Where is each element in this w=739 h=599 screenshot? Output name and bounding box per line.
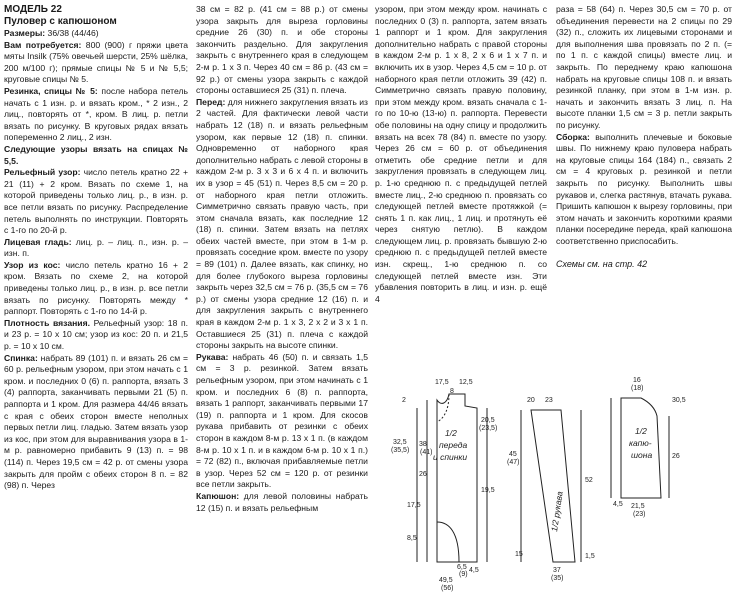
hood-finish-paragraph: раза = 58 (64) п. Через 30,5 см = 70 р. от объединения перевести на 2 спицы по 29 (32) п., сложить их лицевыми сторонами и для выполнения шва провязать по 2 п. (= по 1 п. с каждой спицы) вместе лиц. и закрыть. По переднему краю капюшона набрать на круговые спицы 108 п. и вязать резинкой планку, при этом в 1-м изн. р. начать и закончить вязать 3 лиц. п. На высоте планки 1,5 см = 3 р. петли закрыть по рисунку. <box>556 4 732 130</box>
piece-label: 1/2 рукава <box>549 490 565 533</box>
text-column-1 <box>4 4 188 492</box>
dim-text: 38 <box>419 441 427 448</box>
sleeves-paragraph: Рукава: набрать 46 (50) п. и связать 1,5 см = 3 р. резинкой. Затем вязать рельефным узором, при этом начинать с 1 кром. и последних 6 (8) п. раппорта, вязать 1 раппорт, заканчивать первыми 17 (19) п. раппорта и 1 кром. Для скосов рукава прибавить от резинки с обеих сторон в каждом 8-м р. 13 х 1 п. (в каждом 8-м р. 10 х 1 п. и в каждом 6-м р. 10 х 1 п.) = 72 (82) п., включая прибавляемые петли в узор. Через 52 см = 120 р. от резинки все петли закрыть. <box>196 351 368 490</box>
dim-text: 8 <box>450 388 454 395</box>
dim-text: 26 <box>419 471 427 478</box>
front-neckline <box>437 394 449 422</box>
hood-outline <box>621 398 661 498</box>
piece-label: и спинки <box>433 452 468 462</box>
dim-text: (56) <box>441 585 454 592</box>
hood-paragraph: Капюшон: для левой половины набрать 12 (15) п. и вязать рельефным <box>196 490 368 513</box>
hood-pattern <box>611 398 669 498</box>
dim-text: 45 <box>509 451 517 458</box>
dim-text: 30,5 <box>672 397 686 404</box>
piece-label: шона <box>631 450 653 460</box>
text-column-4 <box>556 4 732 271</box>
text-column-2 <box>196 4 368 514</box>
hood-continued-paragraph: узором, при этом между кром. начинать с последних 0 (3) п. раппорта, затем вязать 1 раппорт и 1 кром. Для закругления дополнительно набрать с правой стороны в каждом 2-м р. 1 х 8, 2 х 6 и 1 х 7 п. и включить их в узор. Через 4,5 см = 10 р. от наборного края петли отложить 39 (42) п. Симметрично связать правую половину, при этом между кром. вязать сначала с 1-го по 10-ю (13-ю) п. раппорта. Перевести обе половины на одну спицу и продолжить вязать на всех 78 (84) п. вместе по узору. Через 26 см = 60 р. от объединения отметить обе средние петли и для закругления провязать в следующем лиц. р. 1-ю среднюю п. с предыдущей петлей вместе лиц., 2-ю среднюю п. провязать со следующей петлей вместе протяжкой (= снять 1 п. как лиц., 1 лиц. и протянуть её через снятую петлю). В каждом следующем лиц. р. провязать бывшую 2-ю среднюю п. с предыдущей петлей вместе изн. скрещ., 1-ю среднюю п. со следующей петлей вместе изн. Эти убавления повторить в лиц. и изн. р. ещё 4 <box>375 4 547 304</box>
sleeve-outline <box>531 410 575 562</box>
front-back-outline <box>437 394 477 562</box>
dim-text: 21,5 <box>631 503 645 510</box>
dim-text: 20 <box>527 397 535 404</box>
gauge-paragraph: Плотность вязания. Рельефный узор: 18 п. и 23 р. = 10 х 10 см; узор из кос: 20 п. и 21,5 р. = 10 х 10 см. <box>4 317 188 352</box>
front-paragraph: Перед: для нижнего закругления вязать из 2 частей. Для фактически левой части набрать 12 (18) п. и вязать рельефным узором, как первые 12 (18) п. спинки. Одновременно от наборного края дополнительно набрать с левой стороны в каждом 2-м р. 3 х 3 и 6 х 4 п. и включить их в узор = 45 (51) п. Через 8,5 см = 20 р. от наборного края петли отложить. Симметрично связать правую часть, при этом сначала вязать, как последние 12 (18) п. спинки. Затем вязать на петлях обеих частей вместе, при этом в 1-м р. провязать соседние кром. вместе по узору = 89 (101) п. Далее вязать, как спинку, но для более глубокого выреза горловины закрыть через 32,5 см = 76 р. (35,5 см = 76 р.) от смены узора средние 12 (16) п. и для закругления закрыть с внутреннего края в каждом 2-м р. 1 х 3, 2 х 2 и 3 х 1 п. Оставшиеся 25 (31) п. плеча с каждой стороны закрыть на высоте спинки. <box>196 96 368 351</box>
front-back-dims <box>391 379 497 592</box>
dim-text: 8,5 <box>407 535 417 542</box>
dim-text: (18) <box>631 385 644 392</box>
dim-text: 23 <box>545 397 553 404</box>
dim-text: (41) <box>420 449 433 456</box>
dim-text: (23,5) <box>479 425 498 432</box>
charts-reference: Схемы см. на стр. 42 <box>556 259 648 270</box>
dim-text: 17,5 <box>407 502 421 509</box>
dim-text: 16 <box>633 377 641 384</box>
text-column-3 <box>375 4 547 305</box>
front-hem-curve <box>437 522 459 562</box>
sleeve-dims <box>507 397 595 582</box>
dim-text: 2 <box>402 397 406 404</box>
dim-text: 6,5 <box>457 564 467 571</box>
dim-text: 32,5 <box>393 439 407 446</box>
model-title: Пуловер с капюшоном <box>4 16 117 27</box>
back-paragraph: Спинка: набрать 89 (101) п. и вязать 26 см = 60 р. рельефным узором, при этом начать с 1 кром. и последних 0 (6) п. раппорта, вязать 3 (4) раппорта, заканчивать первыми 21 (5) п. раппорта и 1 кром. Для размера 44/46 вязать с края с обеих сторон вместе неполных первых петли лиц. гладью. Затем вязать узор из кос, при этом для выравнивания узора в 1-м р. равномерно прибавить 9 (13) п. = 98 (114) п. Через 19,5 см = 42 р. от смены узора закрыть для пройм с обеих сторон 8 п. = 82 (98) п. Через <box>4 352 188 491</box>
relief-pattern-paragraph: Рельефный узор: число петель кратно 22 + 21 (11) + 2 кром. Вязать по схеме 1, на которой приведены только лиц. р., в изн. р. все петли вязать по рисунку. Распределение петель выполнять по инструкции. Повторять с 1-го по 20-й р. <box>4 167 189 236</box>
sleeve-pattern <box>521 410 581 562</box>
dim-text: 52 <box>585 477 593 484</box>
dim-text: (35,5) <box>391 447 410 454</box>
dim-text: 49,5 <box>439 577 453 584</box>
dim-text: 4,5 <box>613 501 623 508</box>
stockinette-paragraph: Лицевая гладь: лиц. р. – лиц. п., изн. р. – изн. п. <box>4 236 188 259</box>
dim-text: 19,5 <box>481 487 495 494</box>
dim-text: 1,5 <box>585 553 595 560</box>
dim-text: 12,5 <box>459 379 473 386</box>
dim-text: (23) <box>633 511 646 518</box>
piece-label: 1/2 <box>445 428 457 438</box>
dim-text: (47) <box>507 459 520 466</box>
dim-text: 15 <box>515 551 523 558</box>
model-number: МОДЕЛЬ 22 <box>4 4 62 15</box>
materials-paragraph: Вам потребуется: 800 (900) г пряжи цвета мяты Insilk (75% овечьей шерсти, 25% шёлка, 200 м/100 г); прямые спицы № 5 и № 5,5; круговые спицы № 5. <box>4 39 189 85</box>
dim-text: 20,5 <box>481 417 495 424</box>
front-back-pattern <box>417 394 487 562</box>
cable-pattern-paragraph: Узор из кос: число петель кратно 16 + 2 кром. Вязать по схеме 2, на которой приведены только лиц. р., в изн. р. все петли вязать по рисунку. Повторять между * раппорт. Повторять с 1-го по 14-й р. <box>4 259 188 317</box>
back-continued-paragraph: 38 см = 82 р. (41 см = 88 р.) от смены узора закрыть для выреза горловины средние 26 (30) п. и обе стороны закончить раздельно. Для закругления закрыть с внутреннего края в следующем 2-м р. 1 х 3 п. Через 40 см = 86 р. (43 см = 92 р.) от смены узора закрыть с каждой стороны оставшиеся 25 (31) п. плеча. <box>196 4 368 96</box>
dim-text: 4,5 <box>469 567 479 574</box>
dim-text: 37 <box>553 567 561 574</box>
dim-text: (35) <box>551 575 564 582</box>
assembly-paragraph: Сборка: выполнить плечевые и боковые швы. По нижнему краю пуловера набрать на круговые спицы 164 (184) п., связать 2 см = 4 круговых р. резинкой и петли закрыть по рисунку. Выполнить швы рукавов и, слегка растянув, втачать рукава. Пришить капюшон к вырезу горловины, при этом начать и закончить короткими краями планки посередине переда, край капюшона соответственно приспосабить. <box>556 131 732 246</box>
dim-text: 17,5 <box>435 379 449 386</box>
patterns-heading: Следующие узоры вязать на спицах № 5,5. <box>4 143 188 166</box>
rib-paragraph: Резинка, спицы № 5: после набора петель начать с 1 изн. р. и вязать кром., * 2 изн., 2 лиц., повторять от *, кром. В лиц. р. петли вязать по рисунку. В круговых рядах вязать попеременно 2 лиц., 2 изн. <box>4 85 188 143</box>
dim-text: 26 <box>672 453 680 460</box>
sizes-paragraph: Размеры: 36/38 (44/46) <box>4 28 99 38</box>
pattern-diagrams <box>375 372 739 599</box>
dim-text: (9) <box>459 571 468 578</box>
piece-label: капю- <box>629 438 652 448</box>
piece-label: переда <box>439 440 468 450</box>
piece-label: 1/2 <box>635 426 647 436</box>
